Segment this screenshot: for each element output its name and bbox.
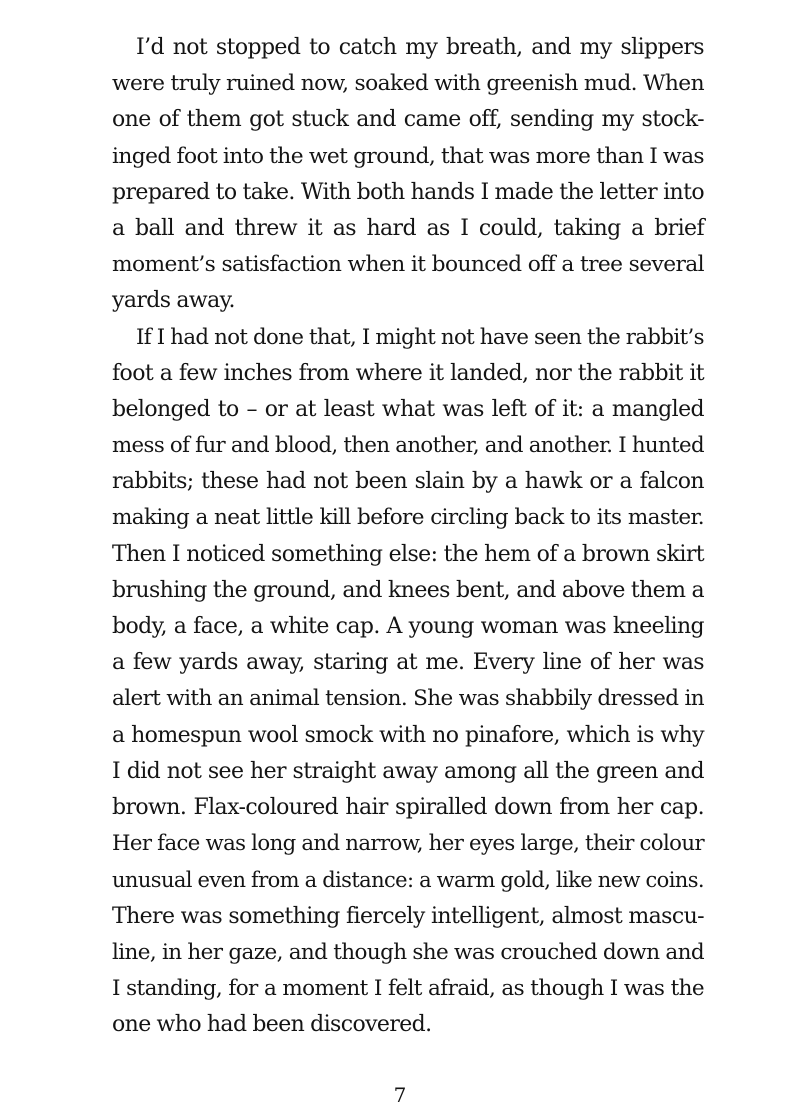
text-line: line, in her gaze, and though she was crouched down and	[112, 939, 704, 965]
text-line: one who had been discovered.	[112, 1012, 432, 1038]
text-line: There was something fiercely intelligent, almost mascu-	[112, 903, 704, 929]
text-line: brushing the ground, and knees bent, and above them a	[112, 577, 704, 603]
text-line: a ball and threw it as hard as I could, taking a brief	[112, 215, 704, 241]
text-line: rabbits; these had not been slain by a hawk or a falcon	[112, 469, 704, 495]
text-line: yards away.	[112, 288, 235, 314]
text-line: prepared to take. With both hands I made the letter into	[112, 179, 704, 205]
text-line: moment’s satisfaction when it bounced off a tree several	[112, 252, 704, 278]
text-line: I’d not stopped to catch my breath, and my slippers	[136, 35, 704, 60]
text-line: brown. Flax-coloured hair spiralled down from her cap.	[112, 794, 704, 820]
body-text	[112, 30, 704, 1043]
text-line: mess of fur and blood, then another, and another. I hunted	[112, 433, 704, 459]
text-line: I standing, for a moment I felt afraid, as though I was the	[112, 975, 704, 1001]
text-line: alert with an animal tension. She was shabbily dressed in	[112, 686, 704, 712]
text-line: If I had not done that, I might not have seen the rabbit’s	[136, 324, 704, 350]
text-line: unusual even from a distance: a warm gold, like new coins.	[112, 868, 704, 893]
text-line: were truly ruined now, soaked with greenish mud. When	[112, 71, 704, 97]
text-line: a few yards away, staring at me. Every line of her was	[112, 650, 704, 676]
text-line: Then I noticed something else: the hem of a brown skirt	[112, 541, 704, 567]
text-line: Her face was long and narrow, her eyes large, their colour	[112, 831, 704, 857]
text-line: inged foot into the wet ground, that was more than I was	[112, 143, 704, 169]
text-line: one of them got stuck and came off, sending my stock-	[112, 107, 704, 133]
paragraph-2	[112, 320, 704, 1044]
page-number: 7	[393, 1083, 407, 1107]
text-line: a homespun wool smock with no pinafore, which is why	[112, 722, 704, 748]
text-line: belonged to – or at least what was left of it: a mangled	[112, 396, 704, 422]
text-line: foot a few inches from where it landed, nor the rabbit it	[112, 360, 704, 386]
text-line: body, a face, a white cap. A young woman was kneeling	[112, 614, 704, 639]
text-line: I did not see her straight away among all the green and	[112, 758, 704, 784]
paragraph-1	[112, 30, 704, 320]
text-line: making a neat little kill before circling back to its master.	[112, 505, 704, 531]
